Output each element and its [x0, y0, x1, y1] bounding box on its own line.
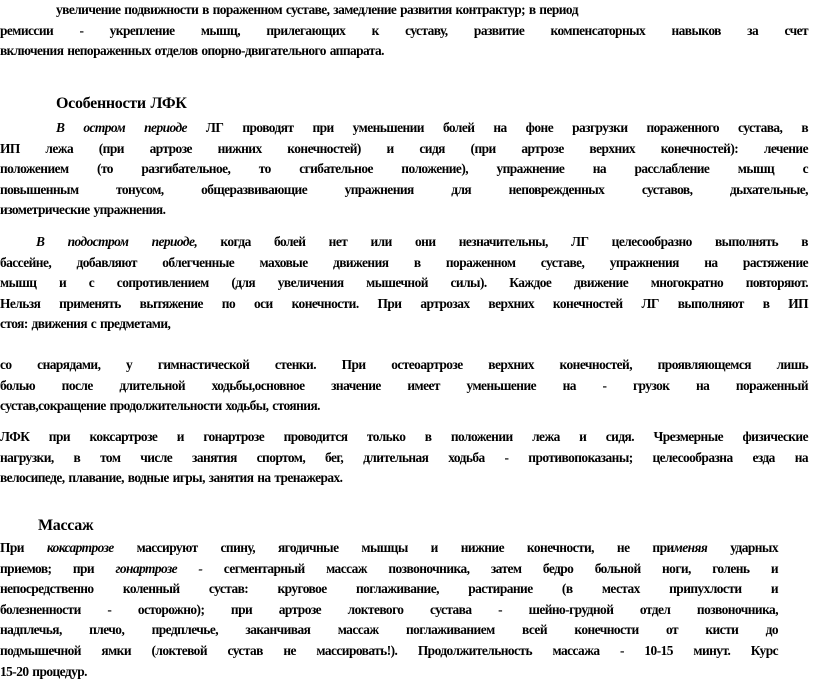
subacute-period-paragraph: [0, 232, 808, 335]
massage-italic-gonarthrosis: гонартрозе -: [115, 560, 203, 576]
massage-line-7: 15-20 процедур.: [0, 663, 87, 679]
intro-line-1: увеличение подвижности в пораженном суставе, замедление развития контрактур; в период: [56, 2, 578, 17]
subacute-line-2: бассейне, добавляют облегченные маховые движения в пораженном суставе, упражнения на растяжение: [0, 254, 808, 270]
acute-line-1: [0, 118, 808, 139]
massage-line-1-b: массируют спину, ягодичные мышцы и нижние конечности, не при: [113, 540, 674, 555]
acute-line-4: повышенным тонусом, общеразвивающие упражнения для неповрежденных суставов, дыхательные,: [0, 181, 808, 197]
massage-heading: Массаж: [38, 517, 94, 534]
subacute-line-4: Нельзя применять вытяжение по оси конечности. При артрозах верхних конечностей ЛГ выполняют в ИП: [0, 295, 808, 311]
massage-paragraph: [0, 538, 778, 682]
massage-line-4: болезненности - осторожно); при артрозе локтевого сустава - шейно-грудной отдел позвоночника,: [0, 601, 778, 617]
acute-period-paragraph: [0, 118, 808, 221]
coxarthrosis-line-3: велосипеде, плавание, водные игры, занятия на тренажерах.: [0, 470, 343, 486]
acute-line-2: ИП лежа (при артрозе нижних конечностей) и сидя (при артрозе верхних конечностей): лечение: [0, 140, 808, 156]
acute-italic-lead: В остром периоде: [56, 120, 187, 135]
massage-italic-coxarthrosis: коксартрозе: [46, 540, 114, 555]
massage-line-1-c: ударных: [707, 540, 778, 555]
massage-line-1: [0, 538, 778, 559]
massage-line-2-b: сегментарный массаж позвоночника, затем бедро больной ноги, голень и: [202, 560, 778, 576]
subacute-line-1-rest: когда болей нет или они незначительны, ЛГ целесообразно выполнять в: [197, 234, 808, 249]
continuation-line-2: болью после длительной ходьбы,основное значение имеет уменьшение на - грузок на пораженный: [0, 377, 808, 393]
massage-italic-meniaia: меняя: [673, 540, 708, 555]
coxarthrosis-paragraph: [0, 427, 808, 489]
massage-line-3: непосредственно коленный сустав: круговое поглаживание, растирание (в местах припухлости и: [0, 581, 778, 597]
massage-line-5: надплечья, плечо, предплечье, заканчивая массаж поглаживанием всей конечности от кисти до: [0, 622, 778, 638]
subacute-line-5: стоя: движения с предметами,: [0, 316, 171, 332]
subacute-italic-lead: В подостром периоде,: [36, 234, 198, 249]
acute-line-3: положением (то разгибательное, то сгибательное положение), упражнение на расслабление мышц с: [0, 161, 808, 177]
massage-line-6: подмышечной ямки (локтевой сустав не массировать!). Продолжительность массажа - 10-15 минут. Курс: [0, 642, 778, 658]
coxarthrosis-line-2: нагрузки, в том числе занятия спортом, бег, длительная ходьба - противопоказаны; целесообразна езда на: [0, 449, 808, 465]
massage-line-1-a: При: [0, 540, 47, 555]
acute-line-5: изометрические упражнения.: [0, 202, 166, 218]
intro-line-2: ремиссии - укрепление мышц, прилегающих к суставу, развитие компенсаторных навыков за счет: [0, 22, 808, 38]
acute-line-1-rest: ЛГ проводят при уменьшении болей на фоне разгрузки пораженного сустава, в: [186, 120, 808, 135]
subacute-line-3: мышц и с сопротивлением (для увеличения мышечной силы). Каждое движение многократно повторяют.: [0, 275, 808, 291]
subacute-line-1: [0, 232, 808, 253]
intro-line-3: включения непораженных отделов опорно-двигательного аппарата.: [0, 43, 384, 59]
continuation-line-1: со снарядами, у гимнастической стенки. При остеоартрозе верхних конечностей, проявляющемся лишь: [0, 357, 808, 372]
intro-paragraph: [0, 0, 808, 62]
massage-line-2: [0, 559, 778, 580]
continuation-line-3: сустав,сокращение продолжительности ходьбы, стояния.: [0, 398, 320, 414]
coxarthrosis-line-1: ЛФК при коксартрозе и гонартрозе проводится только в положении лежа и сидя. Чрезмерные физические: [0, 429, 808, 444]
massage-line-2-a: приемов; при: [0, 560, 116, 576]
lfk-heading: Особенности ЛФК: [56, 95, 187, 112]
continuation-paragraph: [0, 355, 808, 417]
